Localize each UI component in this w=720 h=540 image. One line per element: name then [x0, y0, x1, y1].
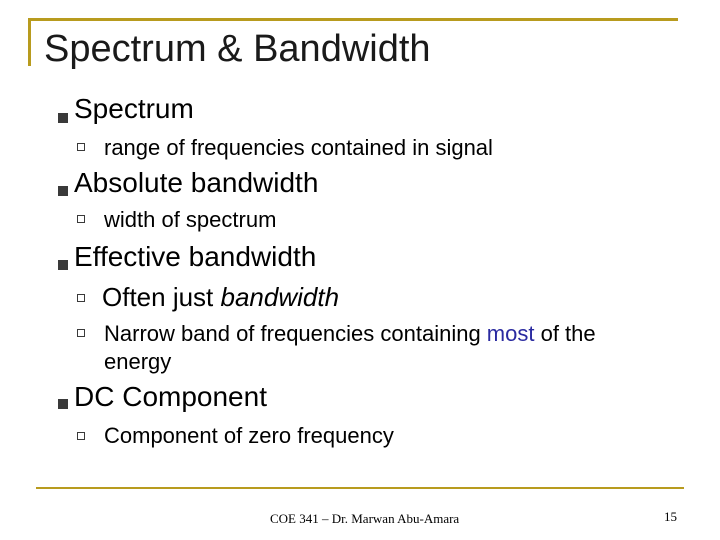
bullet-effective-bandwidth: Effective bandwidth: [74, 241, 317, 272]
sub-bullet-box: [77, 329, 85, 337]
narrow-band-before: Narrow band of frequencies containing: [104, 321, 487, 346]
sub-narrow-band-line1: [104, 320, 596, 347]
sub-dc-component-definition: Component of zero frequency: [104, 423, 394, 448]
sub-often-just-bandwidth: [102, 280, 339, 314]
title-rule-left: [28, 18, 31, 66]
bullet-square: [58, 186, 68, 196]
sub-narrow-band-line2: energy: [104, 349, 172, 374]
sub-bullet-box: [77, 215, 85, 223]
often-just-text: Often just: [102, 282, 221, 312]
sub-bullet-box: [77, 143, 85, 151]
footer-course: COE 341 – Dr. Marwan Abu-Amara: [270, 511, 460, 526]
bullet-square: [58, 260, 68, 270]
footer-rule: [36, 487, 684, 489]
sub-bullet-box: [77, 294, 85, 302]
sub-bullet-box: [77, 432, 85, 440]
bandwidth-italic: bandwidth: [220, 282, 340, 312]
bullet-absolute-bandwidth: Absolute bandwidth: [74, 167, 319, 198]
slide-title: Spectrum & Bandwidth: [44, 28, 431, 70]
sub-absolute-bandwidth-definition: width of spectrum: [104, 207, 277, 232]
title-rule-top: [28, 18, 678, 21]
narrow-band-after: of the: [534, 321, 596, 346]
footer-page-number: 15: [664, 509, 677, 524]
bullet-spectrum: Spectrum: [74, 93, 194, 124]
bullet-square: [58, 113, 68, 123]
sub-spectrum-definition: range of frequencies contained in signal: [104, 135, 493, 160]
most-highlight: most: [486, 321, 535, 346]
bullet-dc-component: DC Component: [74, 381, 267, 412]
bullet-square: [58, 399, 68, 409]
